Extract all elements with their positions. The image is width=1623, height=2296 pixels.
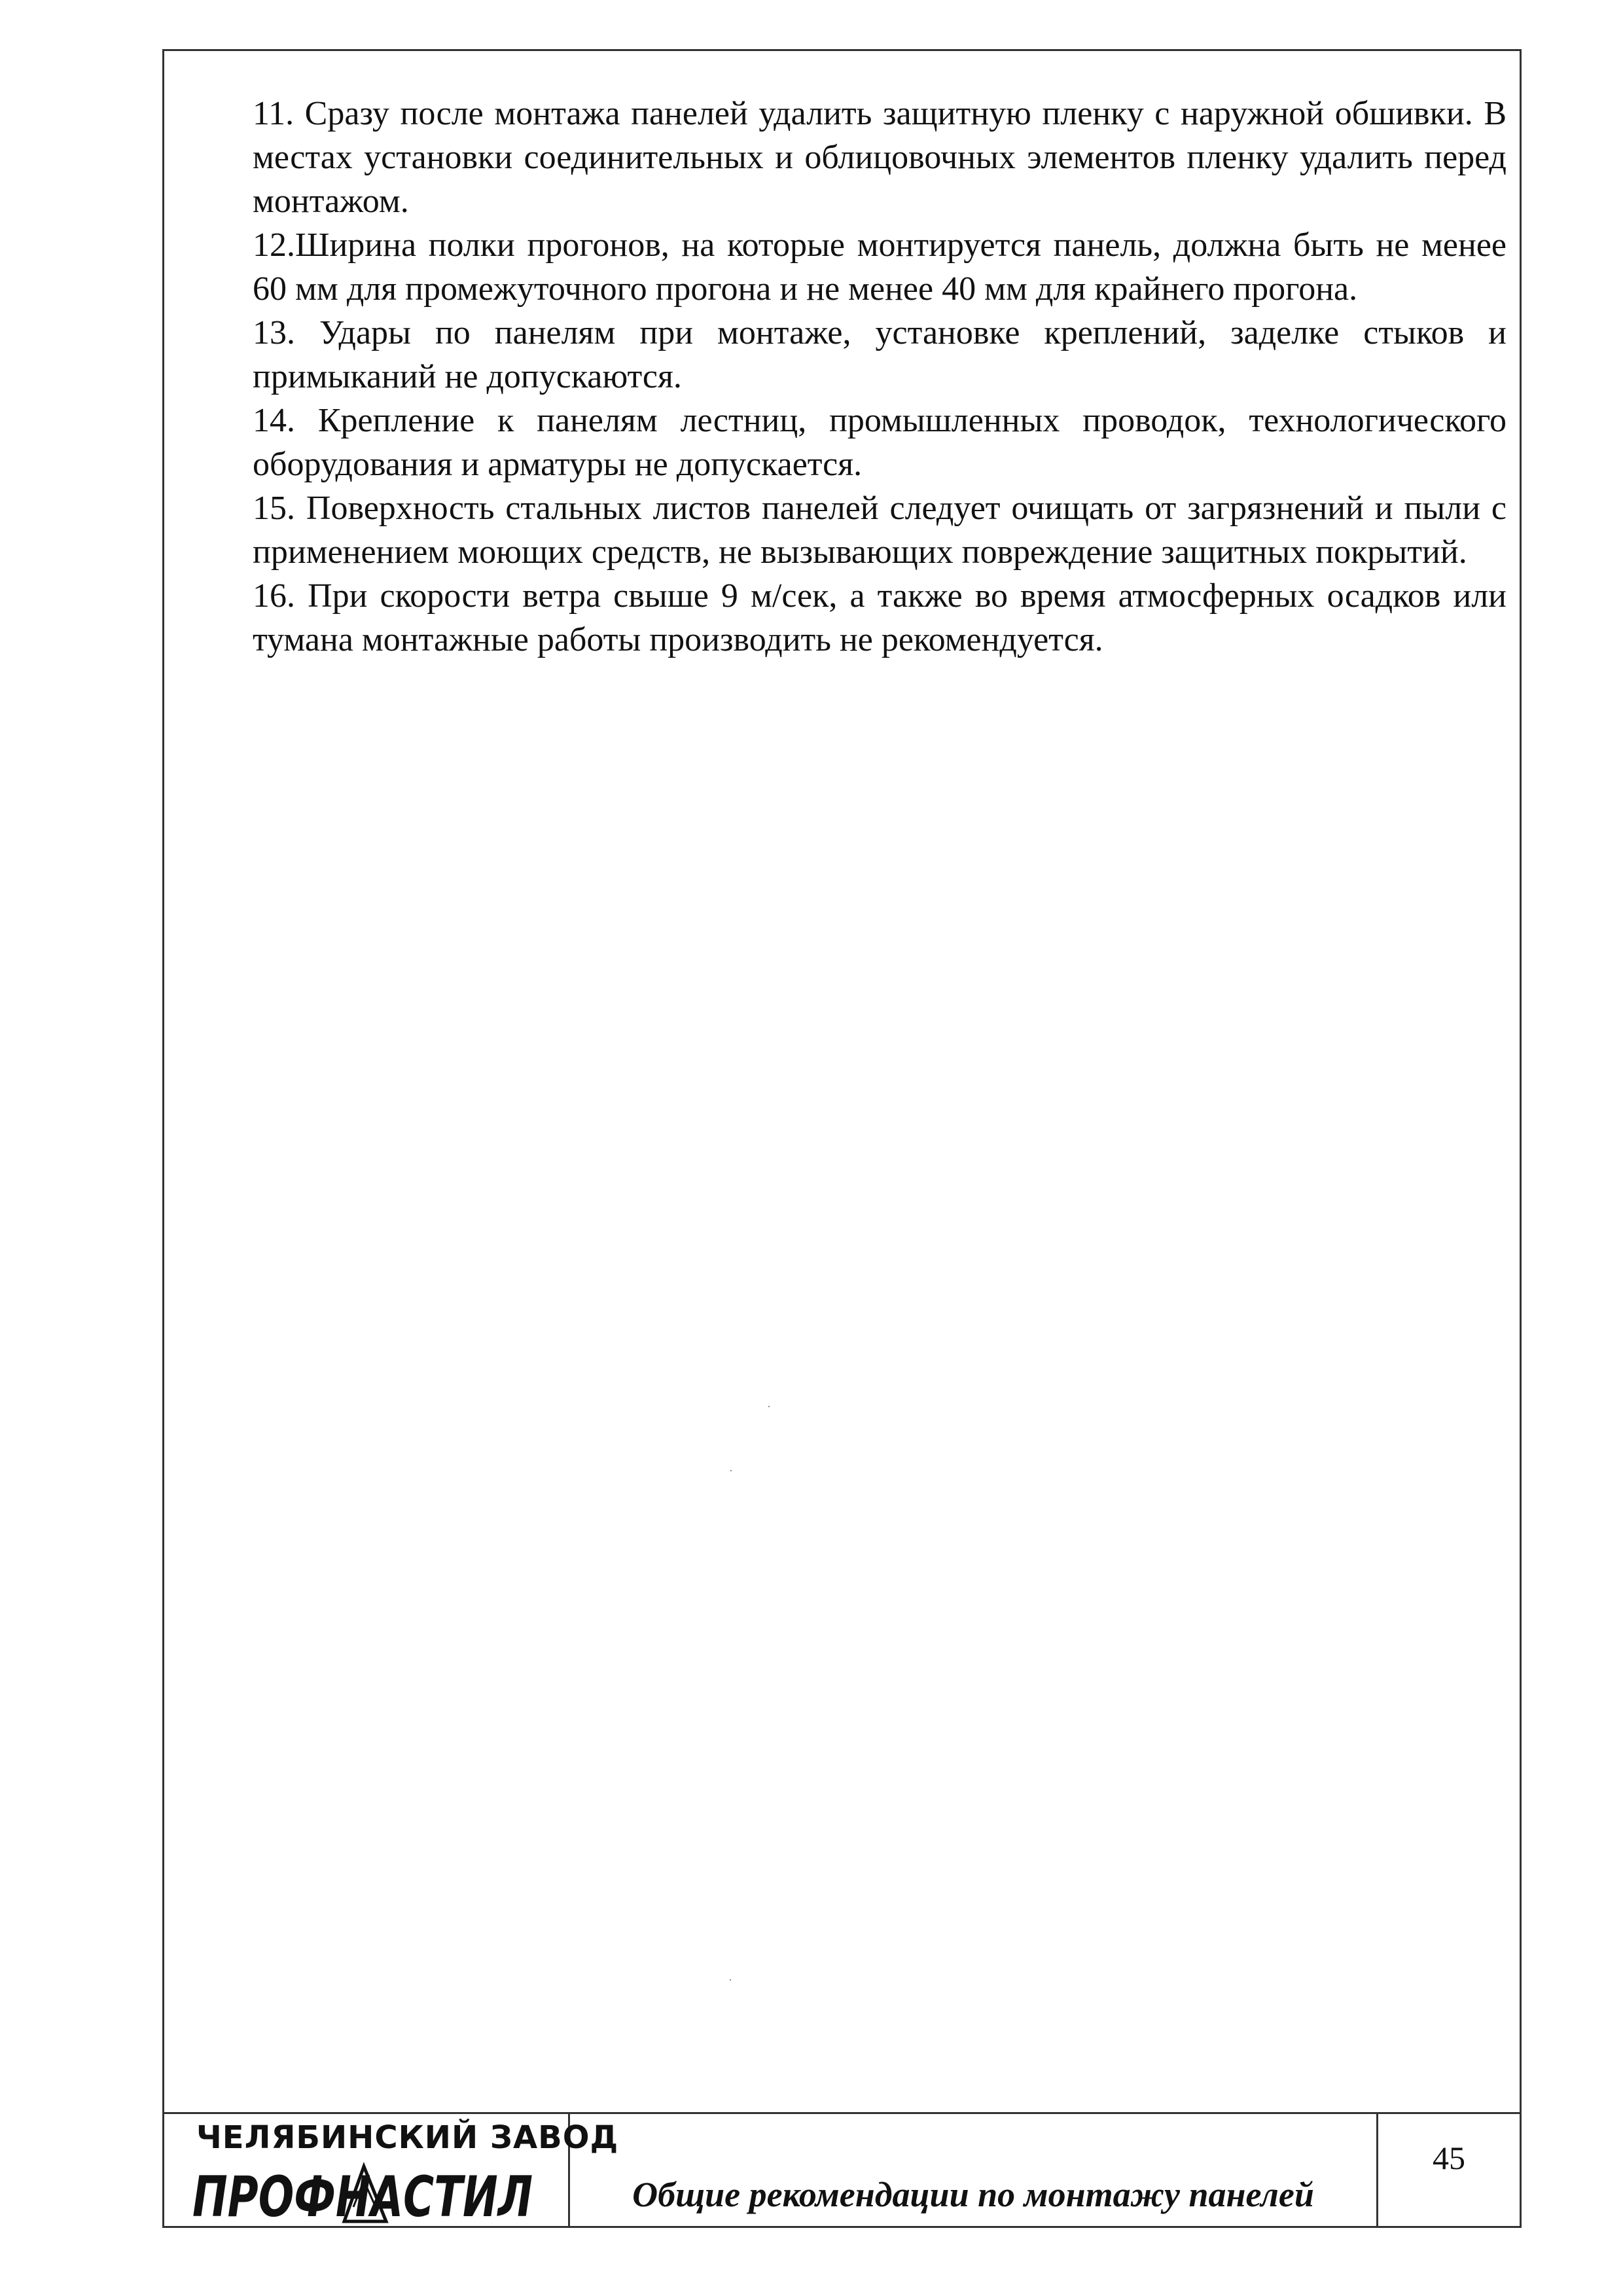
paragraph-16: 16. При скорости ветра свыше 9 м/сек, а также во время атмосферных осадков или тумана монтажные работы производить не рекомендуется. [253, 577, 1507, 658]
scan-artifact [730, 1470, 732, 1471]
footer-stamp [162, 2112, 1522, 2228]
footer-title: Общие рекомендации по монтажу панелей [632, 2175, 1314, 2214]
page-number-cell [1378, 2114, 1520, 2228]
page-number: 45 [1433, 2140, 1465, 2176]
paragraph-15: 15. Поверхность стальных листов панелей следует очищать от загрязнений и пыли с применением моющих средств, не вызывающих повреждение защитных покрытий. [253, 490, 1507, 571]
scan-artifact [730, 1979, 731, 1981]
paragraph-12: 12.Ширина полки прогонов, на которые монтируется панель, должна быть не менее 60 мм для промежуточного прогона и не менее 40 мм для крайнего прогона. [253, 226, 1507, 308]
paragraph-14: 14. Крепление к панелям лестниц, промышленных проводок, технологического оборудования и арматуры не допускается. [253, 402, 1507, 483]
logo-brand-text: ПРОФНАСТИЛ [192, 2164, 533, 2230]
company-logo [162, 2114, 619, 2230]
paragraph-11: 11. Сразу после монтажа панелей удалить защитную пленку с наружной обшивки. В местах установки соединительных и облицовочных элементов пленку удалить перед монтажом. [253, 95, 1507, 220]
logo-top-text: ЧЕЛЯБИНСКИЙ ЗАВОД [196, 2119, 619, 2156]
logo-brand-mark [192, 2161, 539, 2230]
footer-title-cell [570, 2114, 1378, 2228]
scan-artifact [768, 1406, 770, 1407]
document-body [253, 92, 1507, 662]
paragraph-13: 13. Удары по панелям при монтаже, установке креплений, заделке стыков и примыканий не допускаются. [253, 314, 1507, 395]
